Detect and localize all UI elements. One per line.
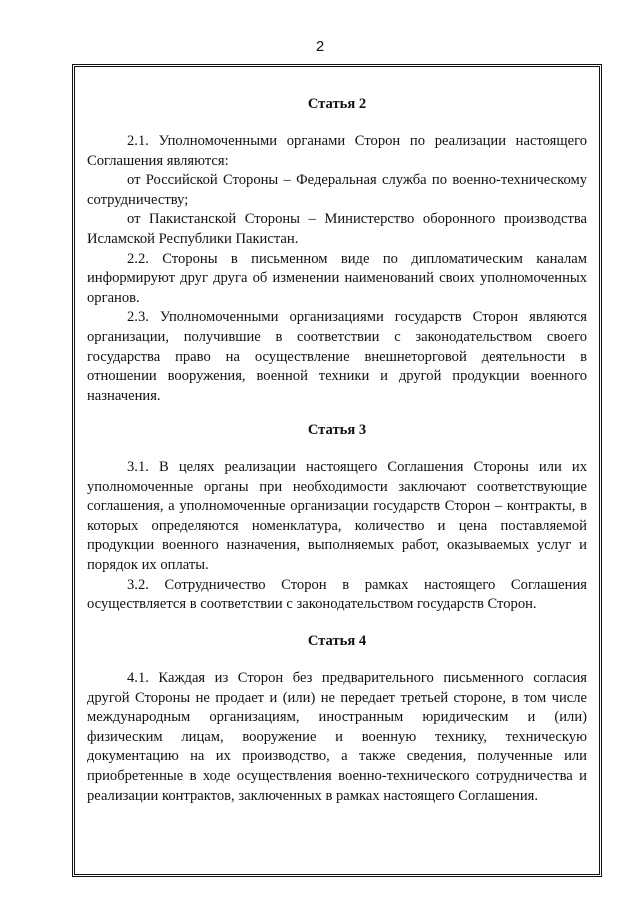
article-2-body <box>87 132 587 406</box>
article-4-paragraph-1: 4.1. Каждая из Сторон без предварительного письменного согласия другой Стороны не продает и (или) не передает третьей стороне, в том числе международным организациям, иностранным юридическим и (или) физическим лицам, вооружение и военную технику, техническую документацию на их производство, а также сведения, полученные или приобретенные в ходе осуществления военно-технического сотрудничества и реализации контрактов, заключенных в рамках настоящего Соглашения. <box>87 670 587 804</box>
article-2-paragraph-3: от Пакистанской Стороны – Министерство оборонного производства Исламской Республики Пакистан. <box>87 211 587 247</box>
article-2-paragraph-2: от Российской Стороны – Федеральная служба по военно-техническому сотрудничеству; <box>87 172 587 208</box>
article-2-title: Статья 2 <box>307 96 367 112</box>
article-3-title: Статья 3 <box>307 422 367 438</box>
article-4-body <box>87 669 587 806</box>
article-3-paragraph-2: 3.2. Сотрудничество Сторон в рамках настоящего Соглашения осуществляется в соответствии с законодательством государств Сторон. <box>87 576 587 613</box>
article-3-paragraph-1: 3.1. В целях реализации настоящего Соглашения Стороны или их уполномоченные органы при необходимости заключают соответствующие соглашения, а уполномоченные организации государств Сторон – контракты, в которых определяются номенклатура, количество и цена поставляемой продукции военного назначения, выполняемых работ, оказываемых услуг и порядок их оплаты. <box>87 459 587 573</box>
article-4-title: Статья 4 <box>307 633 367 649</box>
page-number: 2 <box>315 38 325 55</box>
article-2-paragraph-1: 2.1. Уполномоченными органами Сторон по реализации настоящего Соглашения являются: <box>87 133 587 169</box>
article-2-paragraph-4: 2.2. Стороны в письменном виде по дипломатическим каналам информируют друг друга об изменении наименований своих уполномоченных органов. <box>87 250 587 306</box>
article-2-paragraph-5: 2.3. Уполномоченными организациями государств Сторон являются организации, получившие в соответствии с законодательством своего государства право на осуществление внешнеторговой деятельности в отношении вооружения, военной техники и другой продукции военного назначения. <box>87 309 587 404</box>
article-3-body <box>87 458 587 615</box>
